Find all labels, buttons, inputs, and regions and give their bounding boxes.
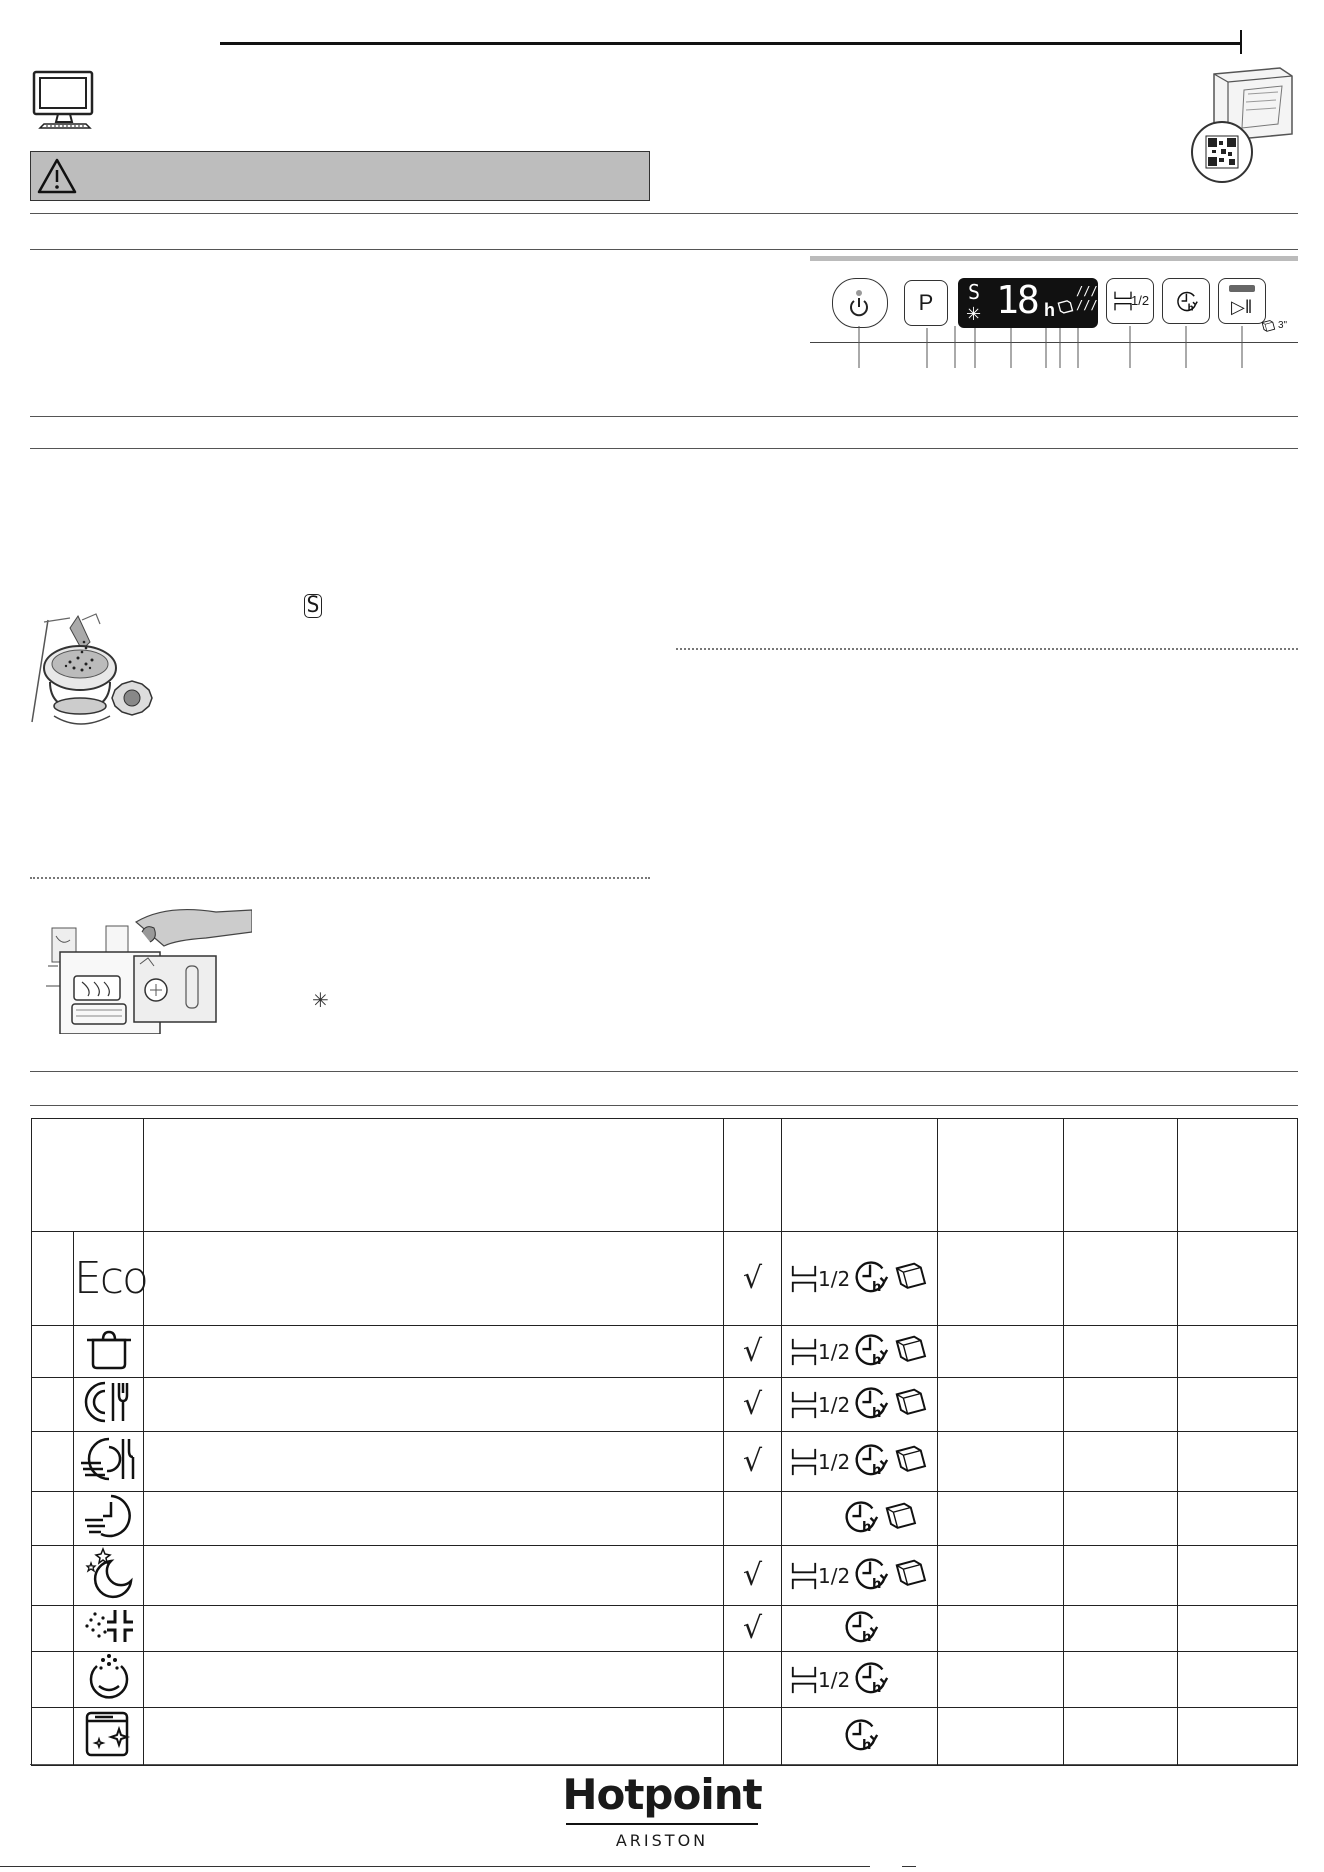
half-load-label: 1/2: [818, 1667, 851, 1692]
program-value-cell: [1064, 1606, 1178, 1652]
delay-icon: [852, 1383, 890, 1426]
program-row: [32, 1546, 1298, 1606]
program-value-cell: [938, 1492, 1064, 1546]
delay-icon: [852, 1330, 890, 1373]
eco-icon: Eco: [74, 1253, 147, 1304]
delay-icon: [1175, 289, 1199, 313]
half-load-label: 1/2: [818, 1266, 851, 1291]
power-icon: [833, 279, 887, 327]
divider-6: [30, 1105, 1298, 1106]
program-icon-cell: [74, 1232, 147, 1326]
program-description-cell: [144, 1652, 724, 1708]
delay-icon: [852, 1440, 890, 1483]
program-value-cell: [938, 1606, 1064, 1652]
program-description-cell: [144, 1492, 724, 1546]
program-check-cell: [724, 1606, 782, 1652]
program-number-cell: [32, 1708, 74, 1766]
program-description-cell: [144, 1326, 724, 1378]
program-options-cell: [782, 1652, 938, 1708]
check-mark: √: [742, 1261, 763, 1296]
program-number-cell: [32, 1492, 74, 1546]
plate-cutlery-icon: [83, 1412, 135, 1429]
half-load-button[interactable]: [1106, 278, 1154, 324]
program-options-cell: [782, 1232, 938, 1326]
display-tablet-icon: [1056, 298, 1074, 321]
program-value-cell: [1178, 1378, 1298, 1432]
half-load-icon: [790, 1388, 850, 1422]
header-cell: [782, 1119, 938, 1232]
program-row: [32, 1432, 1298, 1492]
program-value-cell: [938, 1232, 1064, 1326]
program-button[interactable]: P: [904, 280, 948, 326]
check-mark: √: [742, 1558, 763, 1593]
program-value-cell: [1178, 1432, 1298, 1492]
program-options-cell: [782, 1606, 938, 1652]
program-description-cell: [144, 1708, 724, 1766]
control-panel-diagram: [810, 252, 1300, 370]
program-icon-cell: [74, 1378, 144, 1432]
check-mark: √: [742, 1387, 763, 1422]
qr-code-icon: [1206, 136, 1238, 168]
brand-name: Hotpoint: [562, 1770, 762, 1819]
program-table: [31, 1118, 1298, 1766]
program-check-cell: [724, 1492, 782, 1546]
delay-icon: [852, 1554, 890, 1597]
program-value-cell: [1064, 1492, 1178, 1546]
delay-icon: [842, 1497, 880, 1540]
program-value-cell: [1064, 1652, 1178, 1708]
dishwasher-qr-illustration: [1188, 64, 1298, 188]
program-value-cell: [1178, 1546, 1298, 1606]
program-icon-cell: [74, 1492, 144, 1546]
program-row: [32, 1652, 1298, 1708]
brand-subname: ARISTON: [615, 1831, 709, 1850]
program-value-cell: [938, 1378, 1064, 1432]
program-row: [32, 1708, 1298, 1766]
start-hold-time: 3": [1278, 320, 1288, 331]
program-value-cell: [938, 1546, 1064, 1606]
program-check-cell: [724, 1378, 782, 1432]
check-mark: √: [742, 1611, 763, 1646]
display-level-icon: /// ///: [1076, 284, 1098, 312]
program-number-cell: [32, 1432, 74, 1492]
program-icon-cell: [74, 1326, 144, 1378]
program-value-cell: [1178, 1652, 1298, 1708]
half-load-label: 1/2: [818, 1392, 851, 1417]
program-number-cell: [32, 1326, 74, 1378]
program-value-cell: [1178, 1232, 1298, 1326]
display-screen: [958, 278, 1098, 328]
header-cell: [938, 1119, 1064, 1232]
program-number-cell: [32, 1378, 74, 1432]
sanitize-icon: [81, 1633, 137, 1650]
night-moon-icon: [81, 1586, 137, 1603]
half-load-icon: [1113, 289, 1133, 313]
program-row: [32, 1492, 1298, 1546]
program-check-cell: [724, 1326, 782, 1378]
program-options-cell: [782, 1492, 938, 1546]
delay-icon: [852, 1658, 890, 1701]
header-cell: [1178, 1119, 1298, 1232]
play-pause-icon: ▷ǁ: [1231, 297, 1253, 317]
program-icon-cell: [74, 1432, 144, 1492]
program-row: [32, 1378, 1298, 1432]
half-load-label: 1/2: [818, 1563, 851, 1588]
program-options-cell: [782, 1708, 938, 1766]
half-load-label: 1/2: [818, 1449, 851, 1474]
display-digits: 18: [996, 278, 1038, 322]
tablet-icon: [892, 1258, 928, 1299]
program-value-cell: [1064, 1708, 1178, 1766]
program-icon-cell: [74, 1606, 144, 1652]
delay-icon: [842, 1607, 880, 1650]
brand-logo: [560, 1770, 764, 1850]
header-cell: [32, 1119, 144, 1232]
divider-5: [30, 1071, 1298, 1072]
half-load-icon: [790, 1262, 850, 1296]
program-number-cell: [32, 1652, 74, 1708]
display-salt-letter: S: [968, 280, 981, 304]
warning-bar: [30, 151, 650, 201]
delay-icon: [852, 1257, 890, 1300]
program-value-cell: [938, 1432, 1064, 1492]
program-value-cell: [938, 1326, 1064, 1378]
dotted-separator-right: [676, 648, 1298, 650]
half-load-icon: [790, 1663, 850, 1697]
tablet-icon: [892, 1384, 928, 1425]
table-header-row: [32, 1119, 1298, 1232]
rinse-icon: [83, 1689, 135, 1706]
power-button[interactable]: [832, 278, 888, 328]
delay-button[interactable]: [1162, 278, 1210, 324]
start-pause-button[interactable]: [1218, 278, 1266, 324]
tablet-icon: [892, 1331, 928, 1372]
pot-icon: [83, 1359, 135, 1376]
program-options-cell: [782, 1432, 938, 1492]
program-number-cell: [32, 1606, 74, 1652]
check-mark: √: [742, 1334, 763, 1369]
program-icon-cell: [74, 1708, 144, 1766]
top-rule-end: [1240, 30, 1242, 54]
half-load-label: 1/2: [1131, 293, 1150, 308]
divider-3: [30, 416, 1298, 417]
bottom-rule-mark: [902, 1866, 916, 1867]
program-options-cell: [782, 1546, 938, 1606]
self-clean-icon: [83, 1746, 135, 1763]
delay-icon: [842, 1715, 880, 1758]
half-load-icon: [790, 1445, 850, 1479]
quick-plate-cutlery-icon: [79, 1472, 139, 1489]
program-value-cell: [1064, 1378, 1178, 1432]
program-description-cell: [144, 1606, 724, 1652]
program-row: [32, 1326, 1298, 1378]
program-options-cell: [782, 1326, 938, 1378]
rinse-aid-sparkle-icon: ✳: [312, 990, 329, 1012]
program-row: [32, 1606, 1298, 1652]
quick-clock-icon: [81, 1527, 137, 1544]
half-load-label: 1/2: [818, 1339, 851, 1364]
check-mark: √: [742, 1444, 763, 1479]
tablet-icon: [892, 1555, 928, 1596]
program-value-cell: [938, 1708, 1064, 1766]
header-cell: [1064, 1119, 1178, 1232]
half-load-icon: [790, 1335, 850, 1369]
divider-2: [30, 249, 1298, 250]
program-options-cell: [782, 1378, 938, 1432]
program-description-cell: [144, 1378, 724, 1432]
dotted-separator-left: [30, 877, 650, 879]
program-value-cell: [1178, 1606, 1298, 1652]
program-check-cell: [724, 1432, 782, 1492]
tablet-icon: [882, 1498, 918, 1539]
divider-4: [30, 448, 1298, 449]
divider-1: [30, 213, 1298, 214]
header-cell: [724, 1119, 782, 1232]
program-description-cell: [144, 1232, 724, 1326]
program-description-cell: [144, 1546, 724, 1606]
bottom-rule: [0, 1866, 870, 1867]
program-number-cell: [32, 1232, 74, 1326]
program-value-cell: [1064, 1432, 1178, 1492]
top-rule: [220, 42, 1242, 45]
program-description-cell: [144, 1432, 724, 1492]
program-check-cell: [724, 1232, 782, 1326]
program-check-cell: [724, 1546, 782, 1606]
header-cell: [144, 1119, 724, 1232]
program-icon-cell: [74, 1546, 144, 1606]
program-value-cell: [1064, 1546, 1178, 1606]
program-value-cell: [1064, 1326, 1178, 1378]
program-check-cell: [724, 1708, 782, 1766]
half-load-icon: [790, 1559, 850, 1593]
program-check-cell: [724, 1652, 782, 1708]
salt-refill-illustration: [30, 612, 158, 742]
program-value-cell: [1178, 1708, 1298, 1766]
program-value-cell: [938, 1652, 1064, 1708]
monitor-icon: [30, 70, 100, 132]
program-icon-cell: [74, 1652, 144, 1708]
program-row: [32, 1232, 1298, 1326]
display-unit: h: [1044, 300, 1055, 320]
rinse-aid-illustration: [46, 906, 252, 1034]
warning-triangle-icon: [37, 158, 77, 199]
tablet-icon: [892, 1441, 928, 1482]
salt-symbol-icon: S: [304, 594, 322, 618]
program-value-cell: [1064, 1232, 1178, 1326]
program-value-cell: [1178, 1326, 1298, 1378]
program-value-cell: [1178, 1492, 1298, 1546]
display-rinse-sparkle-icon: ✳: [966, 304, 982, 324]
program-number-cell: [32, 1546, 74, 1606]
